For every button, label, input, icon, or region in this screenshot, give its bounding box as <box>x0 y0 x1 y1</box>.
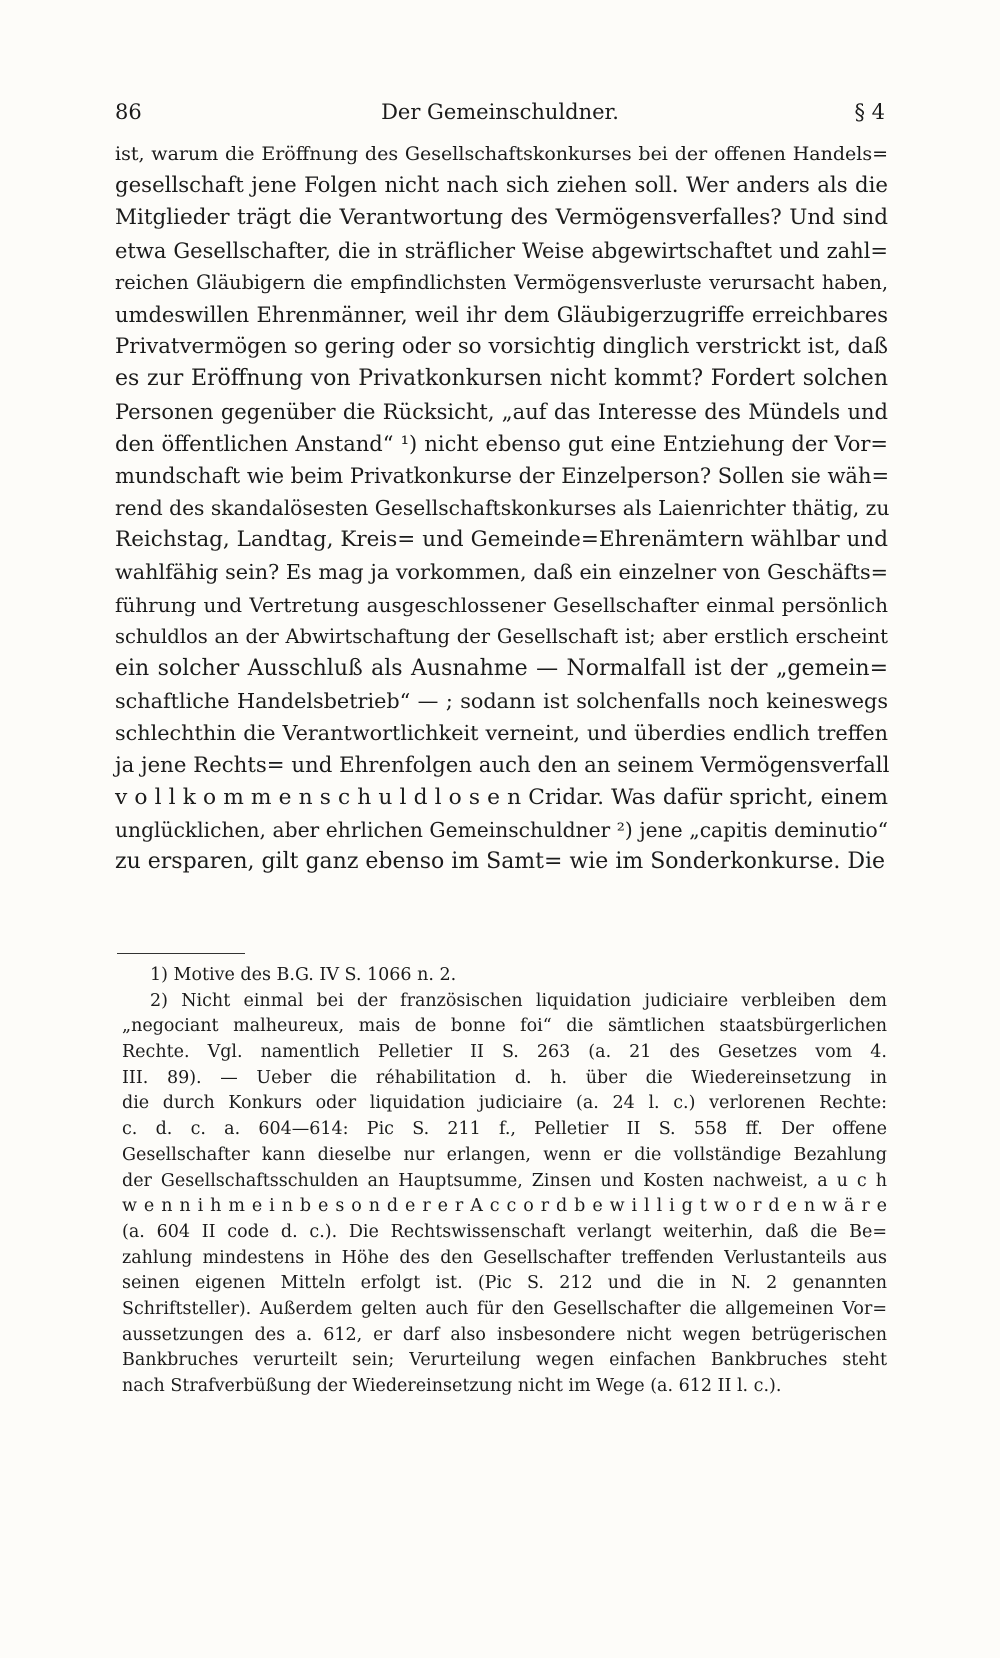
footnote-line: Bankbruches verurteilt sein; Verurteilung wegen einfachen Bankbruches steht <box>122 1350 887 1371</box>
footnote-line: 2) Nicht einmal bei der französischen liquidation judiciaire verbleiben dem <box>150 990 887 1011</box>
text-line: unglücklichen, aber ehrlichen Gemeinschuldner ²) jene „capitis deminutio“ <box>115 817 888 842</box>
footnote-line: nach Strafverbüßung der Wiedereinsetzung nicht im Wege (a. 612 II l. c.). <box>122 1376 782 1396</box>
main-text <box>115 138 888 878</box>
text-line: reichen Gläubigern die empfindlichsten Vermögensverluste verursacht haben, <box>115 270 888 294</box>
page-number: 86 <box>115 100 142 124</box>
text-line: schuldlos an der Abwirtschaftung der Gesellschaft ist; aber erstlich erscheint <box>115 624 888 648</box>
footnotes <box>122 963 887 1400</box>
footnote-divider <box>117 953 245 954</box>
footnote-line: die durch Konkurs oder liquidation judiciaire (a. 24 l. c.) verlorenen Rechte: <box>122 1093 887 1114</box>
footnote-line: Rechte. Vgl. namentlich Pelletier II S. 263 (a. 21 des Gesetzes vom 4. <box>122 1042 887 1063</box>
footnote-line: w e n n i h m e i n b e s o n d e r e r A c c o r d b e w i l l i g t w o r d e n w ä r e <box>122 1196 887 1217</box>
running-title: Der Gemeinschuldner. <box>381 100 619 124</box>
footnote-line: aussetzungen des a. 612, er darf also insbesondere nicht wegen betrügerischen <box>122 1324 887 1345</box>
footnote-line: seinen eigenen Mitteln erfolgt ist. (Pic S. 212 und die in N. 2 genannten <box>122 1273 887 1294</box>
text-line: v o l l k o m m e n s c h u l d l o s e n Cridar. Was dafür spricht, einem <box>115 784 888 810</box>
footnote-line: der Gesellschaftsschulden an Hauptsumme, Zinsen und Kosten nachweist, a u c h <box>122 1170 887 1191</box>
text-line: rend des skandalösesten Gesellschaftskonkurses als Laienrichter thätig, zu <box>115 496 890 521</box>
text-line: Reichstag, Landtag, Kreis= und Gemeinde=Ehrenämtern wählbar und <box>115 527 888 553</box>
text-line: umdeswillen Ehrenmänner, weil ihr dem Gläubigerzugriffe erreichbares <box>115 302 888 327</box>
text-line: Mitglieder trägt die Verantwortung des Vermögensverfalles? Und sind <box>115 205 888 231</box>
footnote-line: Schriftsteller). Außerdem gelten auch für den Gesellschafter die allgemeinen Vor= <box>122 1298 887 1319</box>
text-line: den öffentlichen Anstand“ ¹) nicht ebenso gut eine Entziehung der Vor= <box>115 431 888 456</box>
text-line: zu ersparen, gilt ganz ebenso im Samt= wie im Sonderkonkurse. Die <box>115 849 886 875</box>
section-number: § 4 <box>854 100 885 124</box>
text-line: ist, warum die Eröffnung des Gesellschaftskonkurses bei der offenen Handels= <box>115 143 888 165</box>
footnote-line: „negociant malheureux, mais de bonne foi“ die sämtlichen staatsbürgerlichen <box>122 1016 887 1037</box>
text-line: es zur Eröffnung von Privatkonkursen nicht kommt? Fordert solchen <box>115 366 888 392</box>
text-line: Privatvermögen so gering oder so vorsichtig dinglich verstrickt ist, daß <box>115 334 888 360</box>
text-line: schaftliche Handelsbetrieb“ — ; sodann ist solchenfalls noch keineswegs <box>115 689 888 714</box>
footnote-line: (a. 604 II code d. c.). Die Rechtswissenschaft verlangt weiterhin, daß die Be= <box>122 1221 887 1242</box>
text-line: schlechthin die Verantwortlichkeit verneint, und überdies endlich treffen <box>115 721 888 746</box>
text-line: führung und Vertretung ausgeschlossener Gesellschafter einmal persönlich <box>115 592 888 617</box>
text-line: gesellschaft jene Folgen nicht nach sich ziehen soll. Wer anders als die <box>115 173 888 199</box>
footnote-line: III. 89). — Ueber die réhabilitation d. h. über die Wiedereinsetzung in <box>122 1067 887 1088</box>
page-header <box>115 100 885 136</box>
footnote-line: 1) Motive des B.G. IV S. 1066 n. 2. <box>150 965 457 985</box>
footnote-line: zahlung mindestens in Höhe des den Gesellschafter treffenden Verlustanteils aus <box>122 1247 887 1268</box>
footnote-line: Gesellschafter kann dieselbe nur erlangen, wenn er die vollständige Bezahlung <box>122 1144 887 1165</box>
text-line: wahlfähig sein? Es mag ja vorkommen, daß ein einzelner von Geschäfts= <box>115 560 888 585</box>
text-line: etwa Gesellschafter, die in sträflicher Weise abgewirtschaftet und zahl= <box>115 238 888 263</box>
footnote-line: c. d. c. a. 604—614: Pic S. 211 f., Pelletier II S. 558 ff. Der offene <box>122 1119 887 1140</box>
text-line: Personen gegenüber die Rücksicht, „auf das Interesse des Mündels und <box>115 399 888 424</box>
text-line: mundschaft wie beim Privatkonkurse der Einzelperson? Sollen sie wäh= <box>115 463 890 488</box>
text-line: ein solcher Ausschluß als Ausnahme — Normalfall ist der „gemein= <box>115 656 888 681</box>
text-line: ja jene Rechts= und Ehrenfolgen auch den an seinem Vermögensverfall <box>115 752 890 778</box>
